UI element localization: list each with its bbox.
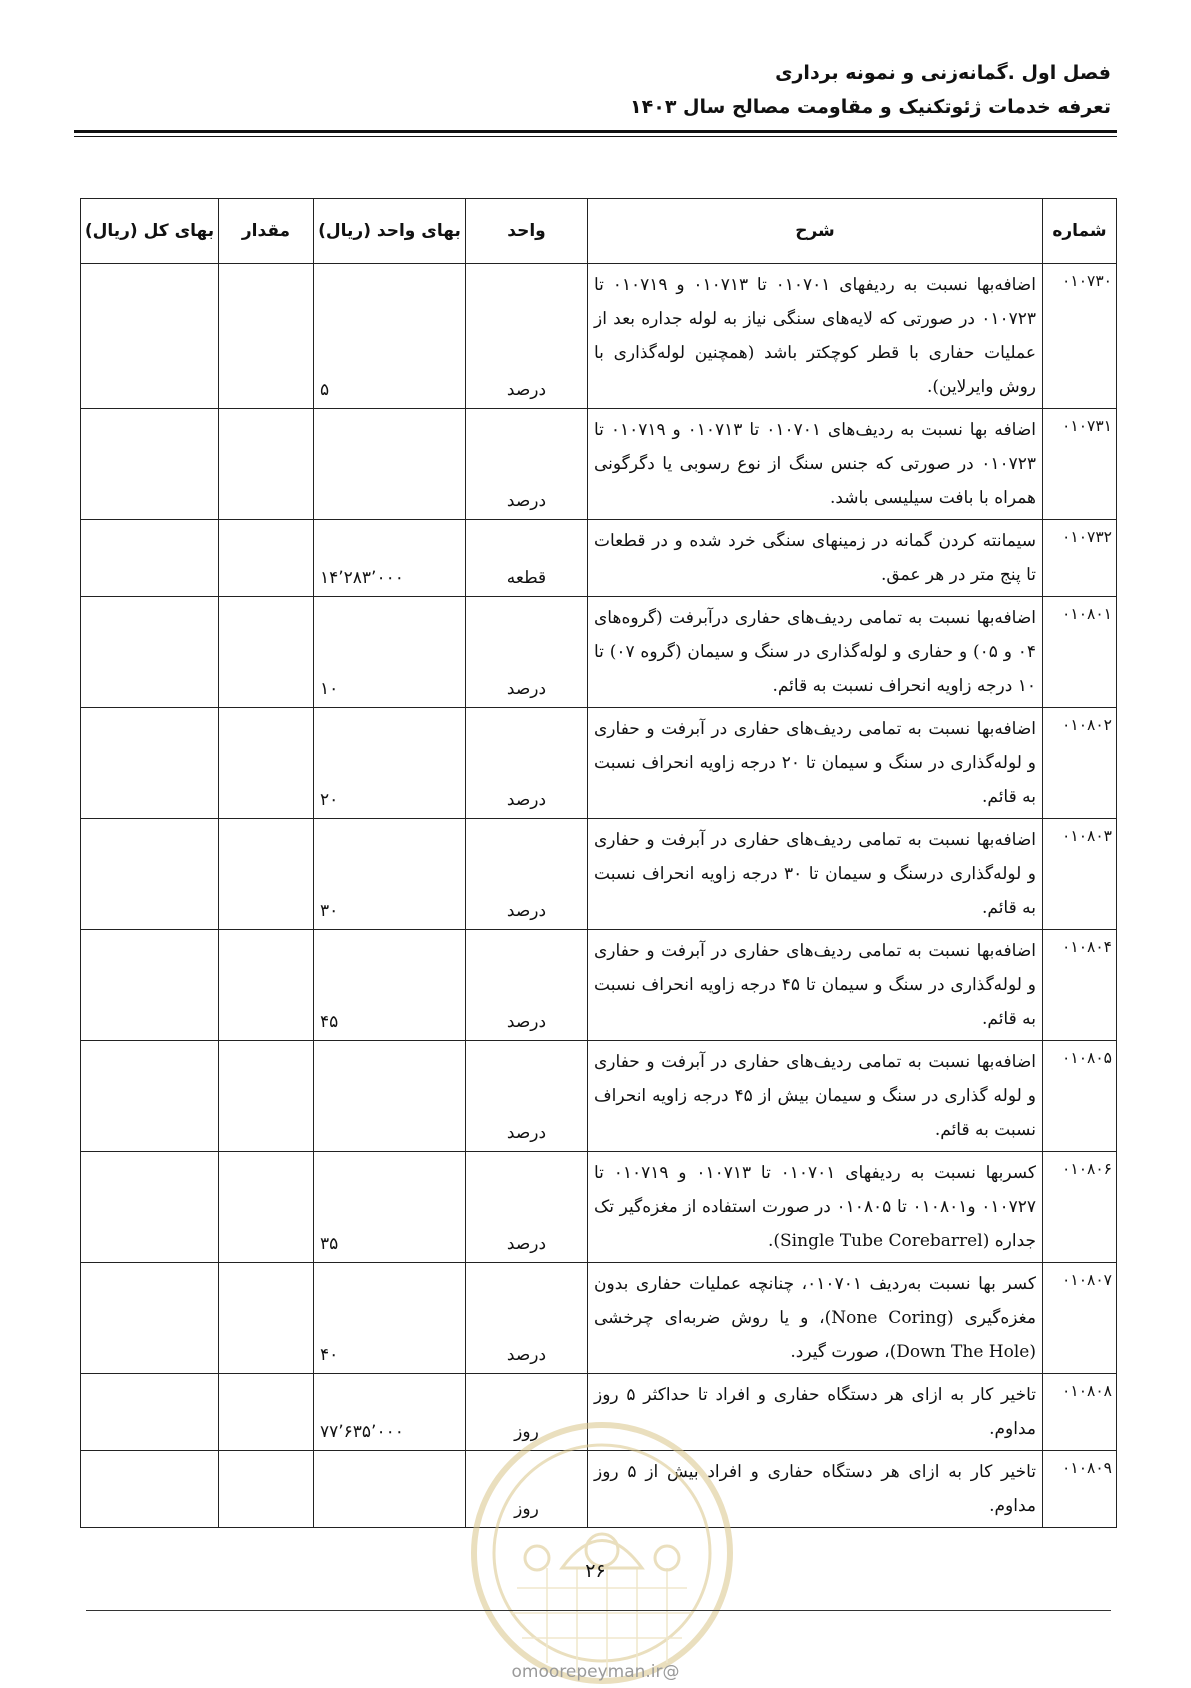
header-divider-thick	[74, 130, 1117, 133]
table-row	[81, 1041, 1117, 1152]
row-quantity	[219, 1374, 314, 1451]
row-description: اضافه بها نسبت به ردیف‌های ۰۱۰۷۰۱ تا ۰۱۰۷۱۳ و ۰۱۰۷۱۹ تا ۰۱۰۷۲۳ در صورتی که جنس سنگ از نوع رسوبی یا دگرگونی همراه با بافت سیلیسی باشد.	[588, 409, 1043, 520]
table-row	[81, 819, 1117, 930]
row-description: اضافه‌بها نسبت به تمامی ردیف‌های حفاری در آبرفت و حفاری و لوله گذاری در سنگ و سیمان بیش از ۴۵ درجه زاویه انحراف نسبت به قائم.	[588, 1041, 1043, 1152]
row-quantity	[219, 264, 314, 409]
row-total-price	[81, 1451, 219, 1528]
row-code: ۰۱۰۸۰۴	[1043, 930, 1117, 1041]
row-unit: درصد	[466, 409, 588, 520]
table-row	[81, 409, 1117, 520]
row-unit-price: ۴۰	[314, 1263, 466, 1374]
site-watermark: @omoorepeyman.ir	[511, 1662, 680, 1682]
row-unit-price	[314, 409, 466, 520]
row-total-price	[81, 520, 219, 597]
row-quantity	[219, 708, 314, 819]
row-unit-price: ۱۰	[314, 597, 466, 708]
row-description: اضافه‌بها نسبت به تمامی ردیف‌های حفاری در آبرفت و حفاری و لوله‌گذاری درسنگ و سیمان تا ۳۰ درجه زاویه انحراف نسبت به قائم.	[588, 819, 1043, 930]
row-unit: درصد	[466, 1152, 588, 1263]
row-code: ۰۱۰۷۳۲	[1043, 520, 1117, 597]
row-description: تاخیر کار به ازای هر دستگاه حفاری و افراد بیش از ۵ روز مداوم.	[588, 1451, 1043, 1528]
row-unit-price: ۳۵	[314, 1152, 466, 1263]
row-unit: درصد	[466, 264, 588, 409]
row-unit-price: ۵	[314, 264, 466, 409]
document-title: تعرفه خدمات ژئوتکنیک و مقاومت مصالح سال ۱۴۰۳	[630, 96, 1111, 118]
row-total-price	[81, 597, 219, 708]
table-row	[81, 264, 1117, 409]
chapter-title: فصل اول .گمانه‌زنی و نمونه برداری	[775, 62, 1111, 84]
row-unit-price: ۲۰	[314, 708, 466, 819]
table-row	[81, 708, 1117, 819]
row-unit-price: ۴۵	[314, 930, 466, 1041]
row-code: ۰۱۰۸۰۵	[1043, 1041, 1117, 1152]
row-total-price	[81, 409, 219, 520]
row-quantity	[219, 1263, 314, 1374]
row-unit: درصد	[466, 1041, 588, 1152]
table-row	[81, 1451, 1117, 1528]
header-divider-thin	[74, 136, 1117, 137]
column-header-unit: واحد	[466, 199, 588, 264]
row-description: کسر بها نسبت به‌ردیف ۰۱۰۷۰۱، چنانچه عملیات حفاری بدون مغزه‌گیری (None Coring)، و یا روش ضربه‌ای چرخشی (Down The Hole)، صورت گیرد.	[588, 1263, 1043, 1374]
footer-divider	[86, 1610, 1111, 1611]
row-description: اضافه‌بها نسبت به تمامی ردیف‌های حفاری در آبرفت و حفاری و لوله‌گذاری در سنگ و سیمان تا ۲۰ درجه زاویه انحراف نسبت به قائم.	[588, 708, 1043, 819]
tariff-table	[80, 198, 1117, 1528]
row-unit-price: ۳۰	[314, 819, 466, 930]
row-unit: درصد	[466, 819, 588, 930]
column-header-total-price: بهای کل (ریال)	[81, 199, 219, 264]
row-total-price	[81, 1263, 219, 1374]
row-quantity	[219, 1041, 314, 1152]
table-row	[81, 1374, 1117, 1451]
row-total-price	[81, 264, 219, 409]
row-unit: درصد	[466, 708, 588, 819]
row-unit: روز	[466, 1374, 588, 1451]
row-code: ۰۱۰۸۰۸	[1043, 1374, 1117, 1451]
row-total-price	[81, 1152, 219, 1263]
row-unit-price	[314, 1041, 466, 1152]
row-quantity	[219, 1152, 314, 1263]
row-code: ۰۱۰۷۳۰	[1043, 264, 1117, 409]
page-number: ۲۶	[585, 1560, 606, 1582]
table-row	[81, 520, 1117, 597]
row-unit: درصد	[466, 1263, 588, 1374]
row-unit-price: ۷۷٬۶۳۵٬۰۰۰	[314, 1374, 466, 1451]
row-unit: قطعه	[466, 520, 588, 597]
row-description: سیمانته کردن گمانه در زمینهای سنگی خرد شده و در قطعات تا پنج متر در هر عمق.	[588, 520, 1043, 597]
column-header-quantity: مقدار	[219, 199, 314, 264]
row-description: اضافه‌بها نسبت به تمامی ردیف‌های حفاری درآبرفت (گروه‌های ۰۴ و ۰۵) و حفاری و لوله‌گذاری در سنگ و سیمان (گروه ۰۷) تا ۱۰ درجه زاویه انحراف نسبت به قائم.	[588, 597, 1043, 708]
row-unit-price: ۱۴٬۲۸۳٬۰۰۰	[314, 520, 466, 597]
column-header-description: شرح	[588, 199, 1043, 264]
row-code: ۰۱۰۸۰۲	[1043, 708, 1117, 819]
row-code: ۰۱۰۸۰۶	[1043, 1152, 1117, 1263]
table-row	[81, 1263, 1117, 1374]
row-total-price	[81, 708, 219, 819]
row-total-price	[81, 819, 219, 930]
column-header-unit-price: بهای واحد (ریال)	[314, 199, 466, 264]
row-description: تاخیر کار به ازای هر دستگاه حفاری و افراد تا حداکثر ۵ روز مداوم.	[588, 1374, 1043, 1451]
row-total-price	[81, 1374, 219, 1451]
row-unit: درصد	[466, 597, 588, 708]
row-unit: روز	[466, 1451, 588, 1528]
row-description: اضافه‌بها نسبت به ردیفهای ۰۱۰۷۰۱ تا ۰۱۰۷۱۳ و ۰۱۰۷۱۹ تا ۰۱۰۷۲۳ در صورتی که لایه‌های سنگی نیاز به لوله جداره بعد از عملیات حفاری با قطر کوچکتر باشد (همچنین لوله‌گذاری با روش وایرلاین).	[588, 264, 1043, 409]
table-row	[81, 597, 1117, 708]
row-quantity	[219, 409, 314, 520]
row-quantity	[219, 520, 314, 597]
page-header	[80, 58, 1111, 122]
table-row	[81, 1152, 1117, 1263]
row-code: ۰۱۰۸۰۷	[1043, 1263, 1117, 1374]
column-header-code: شماره	[1043, 199, 1117, 264]
table-row	[81, 930, 1117, 1041]
row-total-price	[81, 1041, 219, 1152]
row-description: اضافه‌بها نسبت به تمامی ردیف‌های حفاری در آبرفت و حفاری و لوله‌گذاری در سنگ و سیمان تا ۴۵ درجه زاویه انحراف نسبت به قائم.	[588, 930, 1043, 1041]
table-header-row	[81, 199, 1117, 264]
row-quantity	[219, 1451, 314, 1528]
row-code: ۰۱۰۸۰۱	[1043, 597, 1117, 708]
row-total-price	[81, 930, 219, 1041]
row-quantity	[219, 597, 314, 708]
row-quantity	[219, 819, 314, 930]
row-description: کسربها نسبت به ردیفهای ۰۱۰۷۰۱ تا ۰۱۰۷۱۳ و ۰۱۰۷۱۹ تا ۰۱۰۷۲۷ و۰۱۰۸۰۱ تا ۰۱۰۸۰۵ در صورت استفاده از مغزه‌گیر تک جداره (Single Tube Corebarrel).	[588, 1152, 1043, 1263]
row-code: ۰۱۰۷۳۱	[1043, 409, 1117, 520]
row-unit: درصد	[466, 930, 588, 1041]
row-code: ۰۱۰۸۰۹	[1043, 1451, 1117, 1528]
row-code: ۰۱۰۸۰۳	[1043, 819, 1117, 930]
row-unit-price	[314, 1451, 466, 1528]
row-quantity	[219, 930, 314, 1041]
